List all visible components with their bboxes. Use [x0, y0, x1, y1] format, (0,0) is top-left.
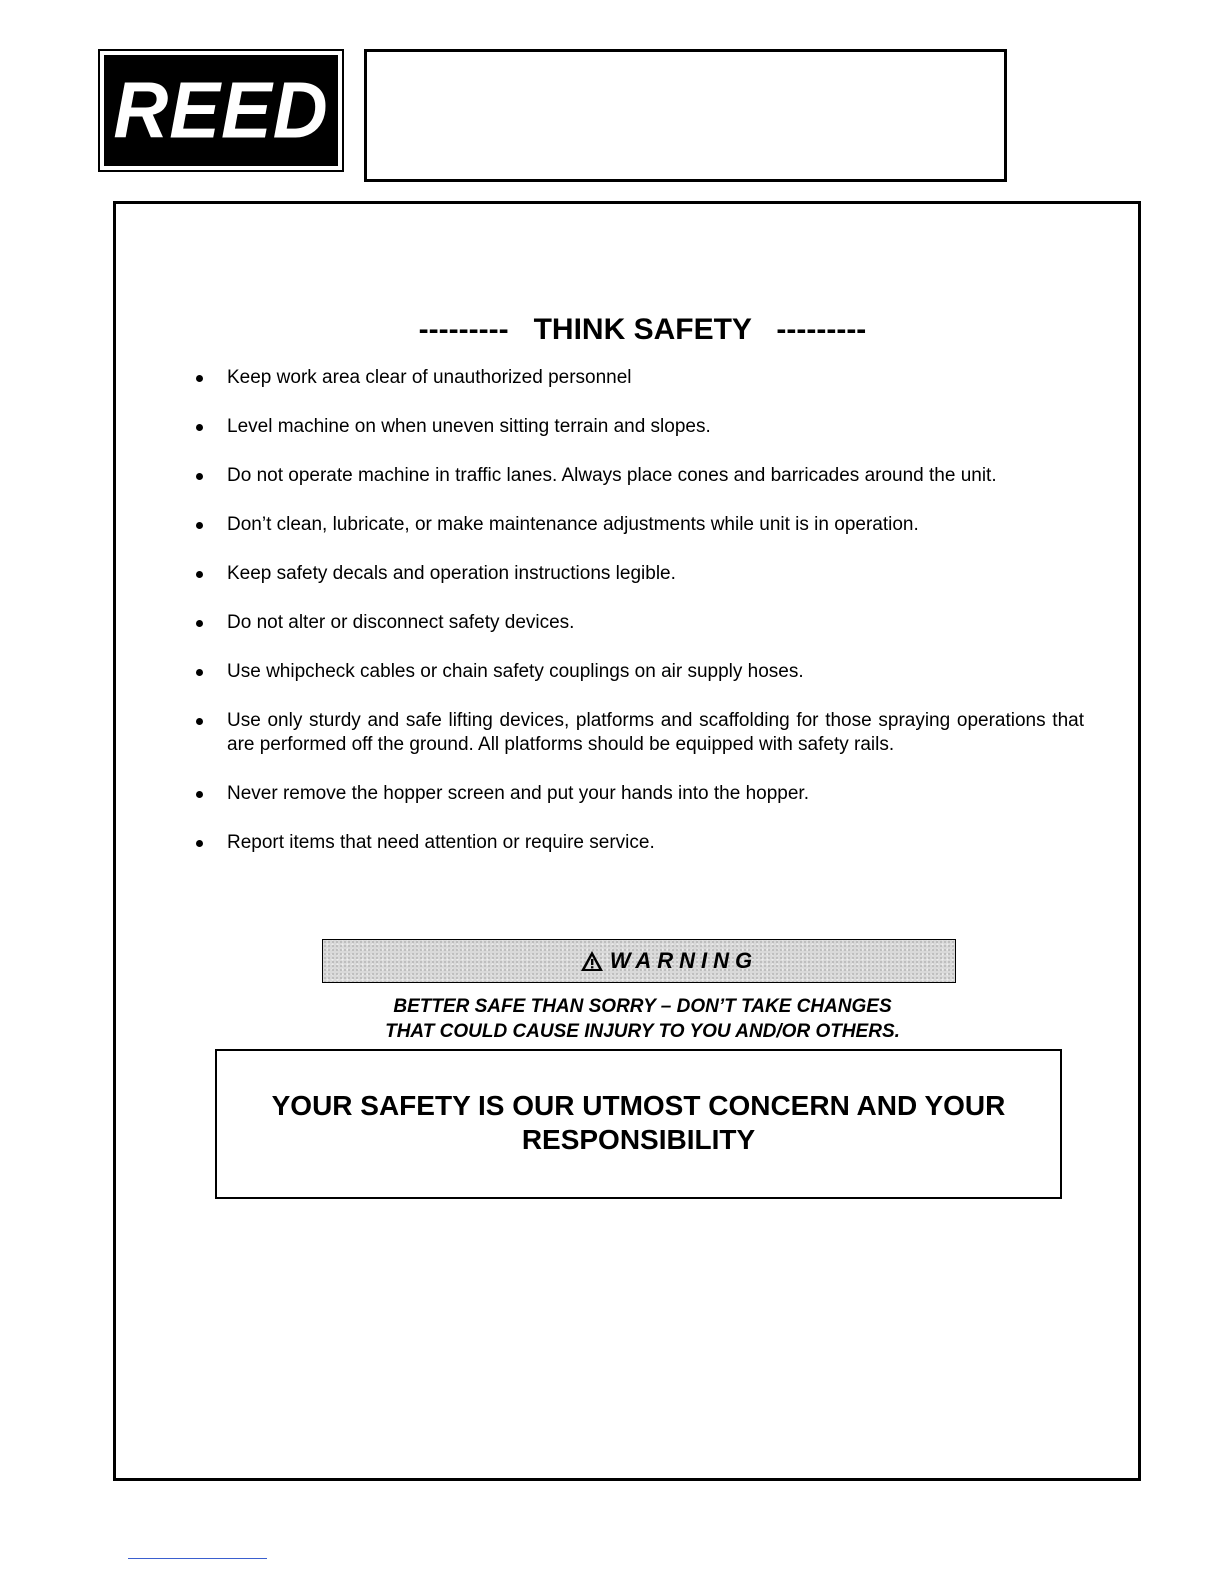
reed-logo-text: REED [113, 65, 329, 155]
bullet-item: Keep safety decals and operation instructions legible. [194, 562, 1084, 586]
bullet-item: Do not operate machine in traffic lanes. Always place cones and barricades around the unit. [194, 464, 1084, 488]
warning-message-line: THAT COULD CAUSE INJURY TO YOU AND/OR OTHERS. [385, 1021, 900, 1042]
warning-banner [322, 939, 956, 983]
warning-message [0, 994, 1225, 1044]
page-title: --------- THINK SAFETY --------- [418, 313, 867, 346]
warning-label-group [580, 948, 758, 974]
warning-message-line: BETTER SAFE THAN SORRY – DON’T TAKE CHANGES [393, 996, 892, 1017]
bullet-item: Do not alter or disconnect safety devices. [194, 611, 1084, 635]
bullet-item: Don’t clean, lubricate, or make maintenance adjustments while unit is in operation. [194, 513, 1084, 537]
warning-label: WARNING [609, 948, 759, 973]
bullet-item: Use whipcheck cables or chain safety couplings on air supply hoses. [194, 660, 1084, 684]
safety-bullet-list [194, 366, 1084, 880]
safety-concern-box [215, 1049, 1062, 1199]
reed-logo-background [104, 55, 338, 166]
reed-logo [98, 49, 344, 172]
bullet-item: Keep work area clear of unauthorized personnel [194, 366, 1084, 390]
bullet-item: Use only sturdy and safe lifting devices, platforms and scaffolding for those spraying operations that are performed off the ground. All platforms should be equipped with safety rails. [194, 709, 1084, 757]
bullet-item: Never remove the hopper screen and put your hands into the hopper. [194, 782, 1084, 806]
safety-concern-text: YOUR SAFETY IS OUR UTMOST CONCERN AND YOUR RESPONSIBILITY [271, 1090, 1006, 1155]
bullet-item: Level machine on when uneven sitting terrain and slopes. [194, 415, 1084, 439]
footer-rule [128, 1558, 267, 1559]
bullet-item: Report items that need attention or require service. [194, 831, 1084, 855]
header-blank-box [364, 49, 1007, 182]
warning-triangle-icon [580, 950, 604, 972]
